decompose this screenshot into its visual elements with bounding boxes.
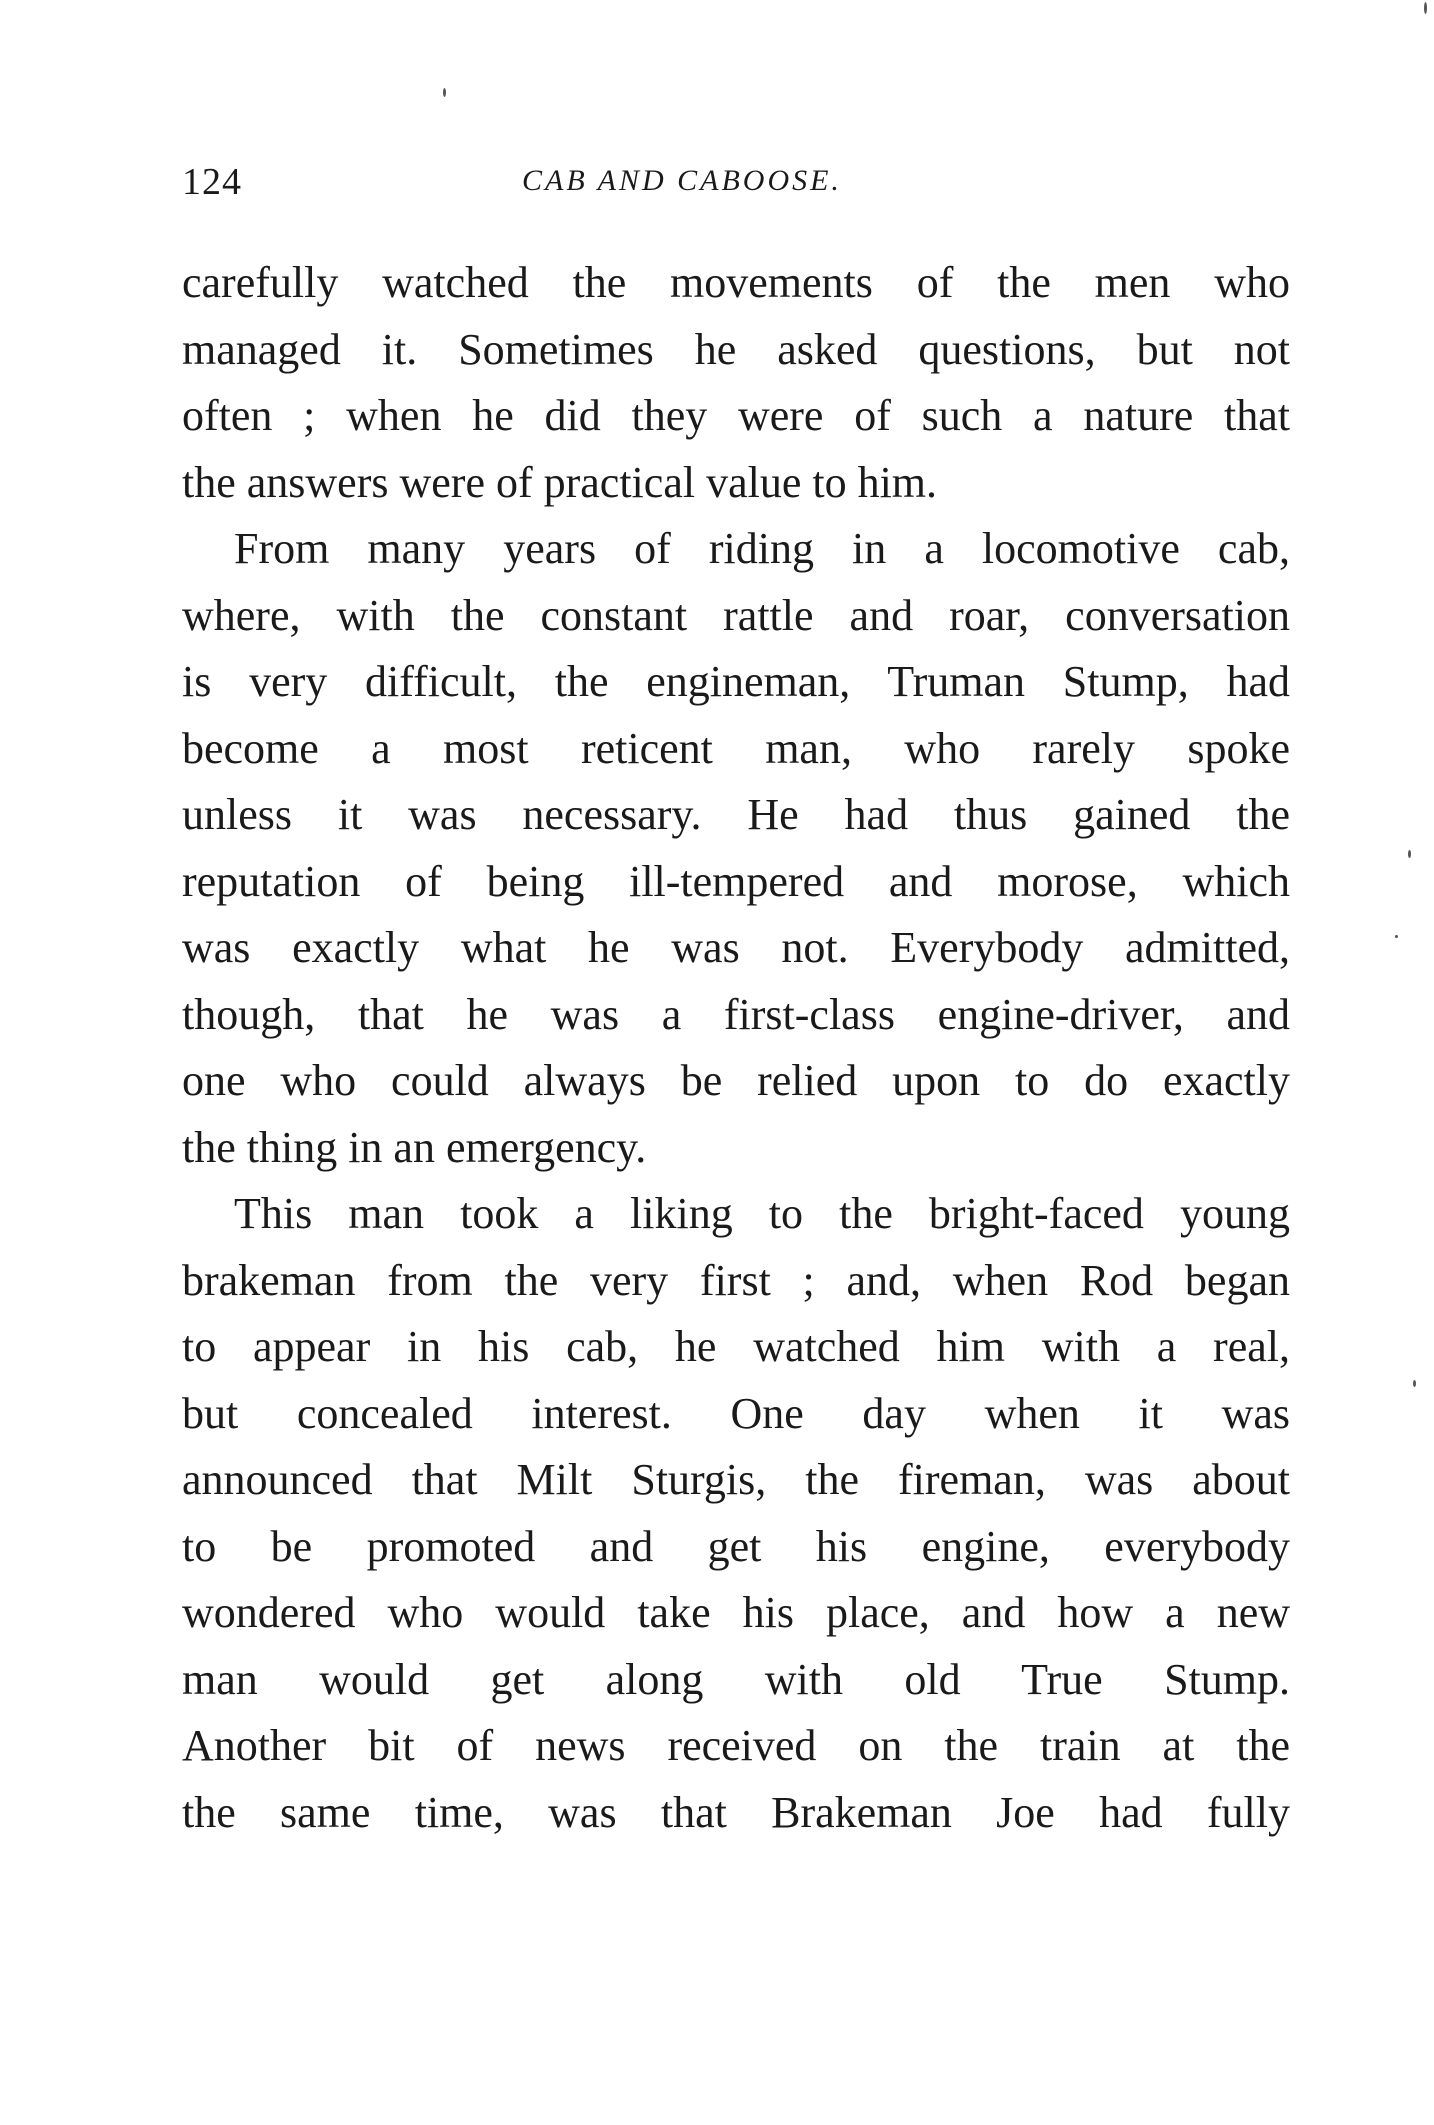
paragraph-1 [182, 250, 1290, 516]
text-line: to appear in his cab, he watched him with a real, [182, 1322, 1290, 1371]
running-head [182, 160, 1290, 210]
text-line: announced that Milt Sturgis, the fireman, was about [182, 1455, 1290, 1504]
text-line: brakeman from the very first ; and, when Rod began [182, 1255, 1290, 1305]
page-number: 124 [182, 161, 242, 203]
scan-speck [1408, 850, 1411, 858]
text-line: often ; when he did they were of such a nature that [182, 391, 1290, 440]
paragraph-2 [182, 516, 1290, 1181]
text-line: become a most reticent man, who rarely spoke [182, 723, 1290, 773]
text-line: reputation of being ill-tempered and morose, which [182, 856, 1290, 906]
scan-speck [443, 88, 446, 97]
text-line: This man took a liking to the bright-faced young [234, 1189, 1290, 1238]
text-line: one who could always be relied upon to do exactly [182, 1056, 1290, 1105]
text-line: the answers were of practical value to him. [182, 457, 938, 507]
paragraph-3 [182, 1181, 1290, 1846]
text-line: man would get along with old True Stump. [182, 1654, 1290, 1704]
text-line: Another bit of news received on the train at the [182, 1721, 1290, 1770]
text-line: though, that he was a first-class engine-driver, and [182, 989, 1290, 1039]
scan-speck [1413, 1380, 1416, 1387]
text-line: but concealed interest. One day when it was [182, 1388, 1290, 1438]
text-line: From many years of riding in a locomotive cab, [234, 524, 1290, 573]
body-text [182, 250, 1290, 1846]
text-line: wondered who would take his place, and how a new [182, 1588, 1290, 1637]
scan-speck [1395, 935, 1398, 938]
text-line: where, with the constant rattle and roar, conversation [182, 590, 1290, 640]
text-line: the thing in an emergency. [182, 1122, 647, 1172]
text-line: was exactly what he was not. Everybody admitted, [182, 923, 1290, 972]
scan-speck [1424, 2, 1427, 14]
text-line: the same time, was that Brakeman Joe had fully [182, 1787, 1290, 1837]
running-title: CAB AND CABOOSE. [522, 164, 842, 197]
text-line: unless it was necessary. He had thus gained the [182, 790, 1290, 839]
text-line: is very difficult, the engineman, Truman Stump, had [182, 657, 1290, 706]
text-line: managed it. Sometimes he asked questions, but not [182, 324, 1290, 374]
text-line: carefully watched the movements of the men who [182, 258, 1290, 307]
text-line: to be promoted and get his engine, everybody [182, 1521, 1290, 1571]
